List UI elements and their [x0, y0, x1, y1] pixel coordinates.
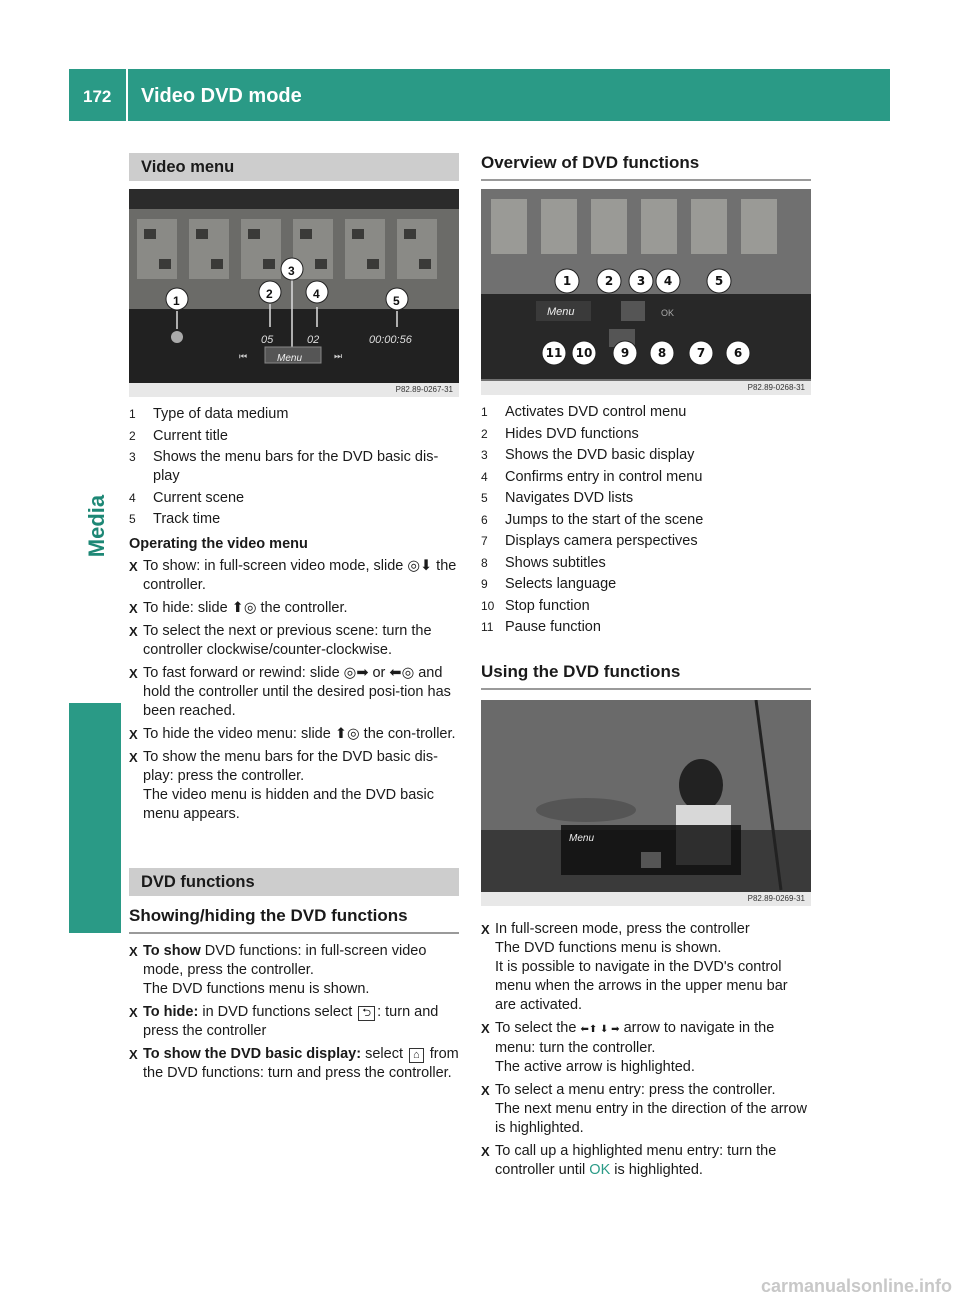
svg-text:9: 9 — [620, 346, 630, 360]
step: X To select the next or previous scene: turn the controller clockwise/counter-clockwise. — [129, 623, 432, 658]
step: X To hide: in DVD functions select ⮌ : turn and press the controller — [129, 1004, 439, 1039]
legend-item: 1 Type of data medium — [129, 406, 289, 422]
overview-menu-label: Menu — [547, 306, 575, 318]
step: X To show DVD functions: in full-screen video mode, press the controller. The DVD functions menu is shown. — [129, 943, 427, 997]
using-menu-label: Menu — [569, 832, 595, 844]
step: X To show: in full-screen video mode, slide ◎⬇ the controller. — [129, 558, 457, 593]
step: X To select a menu entry: press the controller. The next menu entry in the direction of the arrow is highlighted. — [481, 1081, 807, 1136]
overview-figure — [481, 189, 811, 395]
side-tab-label-wrap — [75, 461, 115, 601]
page-number: 172 — [83, 87, 112, 106]
legend-item: 1 Activates DVD control menu — [481, 404, 687, 420]
svg-text:4: 4 — [663, 274, 673, 288]
video-menu-heading: Video menu — [129, 153, 459, 181]
svg-text:2: 2 — [604, 274, 614, 288]
legend-item: 4 Confirms entry in control menu — [481, 468, 703, 485]
legend-item: 5 Navigates DVD lists — [481, 490, 634, 506]
svg-text:⏮: ⏮ — [239, 352, 248, 362]
bubble-2: 2 — [266, 287, 273, 301]
figure-code: P82.89-0267-31 — [129, 383, 459, 397]
video-menu-legend — [129, 405, 459, 529]
side-tab-label: Media — [84, 494, 109, 558]
bubble-3: 3 — [288, 264, 295, 278]
svg-text:6: 6 — [733, 346, 743, 360]
svg-text:1: 1 — [562, 274, 572, 288]
legend-item: 7 Displays camera perspectives — [481, 533, 698, 549]
svg-text:5: 5 — [714, 274, 724, 288]
legend-item: 8 Shows subtitles — [481, 554, 606, 571]
legend-item: 3 Shows the DVD basic display — [481, 447, 695, 463]
svg-text:11: 11 — [545, 346, 563, 360]
using-screen — [481, 700, 811, 906]
step: X To hide the video menu: slide ⬆◎ the con-troller. — [129, 726, 456, 742]
step: X To select the ⬅⬆ ⬇ ➡ arrow to navigate in the menu: turn the controller. The active arrow is highlighted. — [481, 1019, 775, 1075]
page-header — [69, 69, 890, 121]
figure-code: P82.89-0268-31 — [481, 381, 811, 395]
header-divider — [126, 69, 128, 121]
using-heading: Using the DVD functions — [481, 662, 811, 690]
step: X To show the menu bars for the DVD basic dis-play: press the controller. — [129, 749, 438, 784]
svg-text:10: 10 — [575, 346, 593, 360]
svg-text:8: 8 — [657, 346, 667, 360]
arrows-icon: ⬅⬆ ⬇ ➡ — [580, 1023, 620, 1035]
svg-text:7: 7 — [696, 346, 706, 360]
figure-code: P82.89-0269-31 — [481, 892, 811, 906]
bubble-1: 1 — [173, 294, 180, 308]
back-icon: ⮌ — [358, 1006, 375, 1021]
svg-text:⏭: ⏭ — [334, 352, 343, 362]
overview-legend — [481, 403, 811, 637]
legend-item: 9 Selects language — [481, 576, 617, 592]
legend-item: 6 Jumps to the start of the scene — [481, 511, 704, 528]
operating-title: Operating the video menu — [129, 536, 308, 552]
legend-item: 11 Pause function — [481, 619, 601, 635]
page-title: Video DVD mode — [141, 85, 302, 107]
footer — [0, 1270, 960, 1302]
step: X To call up a highlighted menu entry: turn the controller until OK is highlighted. — [481, 1142, 777, 1178]
step: X To hide: slide ⬆◎ the controller. — [129, 600, 348, 616]
svg-text:3: 3 — [636, 274, 646, 288]
legend-item: 2 Hides DVD functions — [481, 425, 639, 442]
showing-hiding-heading: Showing/hiding the DVD functions — [129, 906, 459, 934]
fig-scene-num: 02 — [307, 334, 320, 346]
fig-title-num: 05 — [261, 334, 274, 346]
home-icon: ⌂ — [409, 1048, 424, 1063]
fig-time: 00:00:56 — [369, 334, 412, 346]
overview-ok-label: OK — [661, 308, 675, 318]
overview-heading: Overview of DVD functions — [481, 153, 811, 181]
step: X To show the DVD basic display: select ⌂ from the DVD functions: turn and press the controller. — [129, 1046, 459, 1081]
legend-item: 3 Shows the menu bars for the DVD basic dis-play — [129, 449, 439, 484]
step: X In full-screen mode, press the controller The DVD functions menu is shown. It is possible to navigate in the DVD's control menu when the arrows in the upper menu bar are activated. — [481, 920, 788, 1013]
video-menu-figure — [129, 189, 459, 397]
dvd-functions-heading: DVD functions — [129, 868, 459, 896]
using-figure — [481, 700, 811, 906]
legend-item: 4 Current scene — [129, 489, 245, 506]
overview-screen — [481, 189, 811, 395]
legend-item: 5 Track time — [129, 511, 221, 527]
watermark: carmanualsonline.info — [760, 1276, 952, 1296]
bubble-5: 5 — [393, 294, 400, 308]
side-tab-block — [69, 703, 121, 933]
step-note: The video menu is hidden and the DVD basic menu appears. — [143, 787, 434, 822]
fig-menu-label: Menu — [277, 353, 303, 364]
legend-item: 2 Current title — [129, 427, 228, 444]
bubble-4: 4 — [313, 287, 320, 301]
side-tab — [69, 121, 121, 1081]
left-column — [129, 153, 459, 1087]
legend-item: 10 Stop function — [481, 597, 590, 614]
right-column — [481, 153, 811, 1184]
step: X To fast forward or rewind: slide ◎➡ or ⬅◎ and hold the controller until the desired posi-tion has been reached. — [129, 665, 451, 719]
